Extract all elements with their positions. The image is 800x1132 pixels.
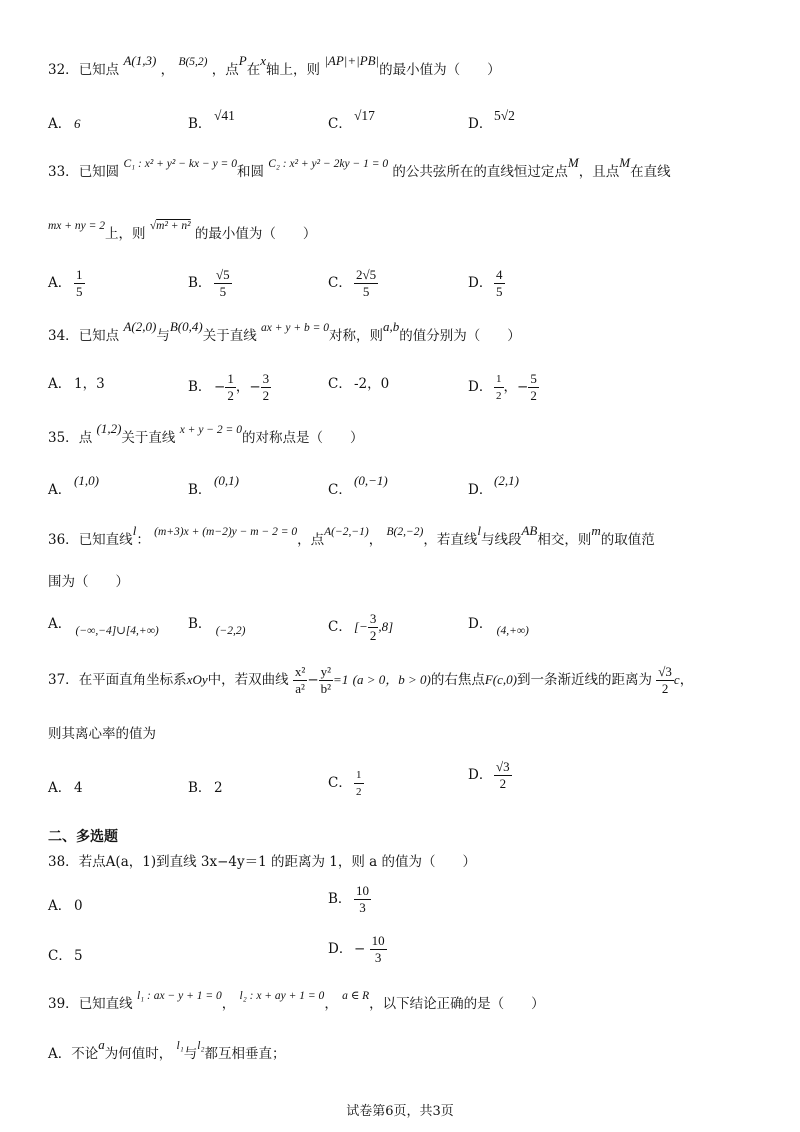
option-c[interactable]: C．(0,−1) [328,473,388,498]
question-number: 32． [48,62,79,78]
page-footer: 试卷第6页，共3页 [346,1104,454,1119]
question-34: 34．已知点 A(2,0)与B(0,4)关于直线 ax + y + b = 0对称，则a,b的值分别为（ ） [48,319,521,344]
option-b[interactable]: B． − $\frac{1}{2}$ ，− $\frac{3}{2}$ [188,371,270,403]
question-37-line2: 则其离心率的值为 [48,726,156,742]
options-38-row1 [48,884,760,924]
point-a: A(−2,−1) [324,526,369,538]
option-a[interactable]: A．(1,0) [48,473,99,498]
line-l2: l₂ : x + ay + 1 = 0 [239,990,325,1002]
question-number: 39． [48,996,79,1012]
question-number: 36． [48,532,79,548]
circle-c2: C₂ : x² + y² − 2ky − 1 = 0 [268,158,389,170]
option-c[interactable]: C． [− $\frac{3}{2}$ ,8] [328,611,394,643]
question-37: 37．在平面直角坐标系xOy中，若双曲线 $\frac{\text{x²}}{\text{a²}}$ − $\frac{\text{y²}}{\text{b²}}$ =1 (a > 0，b > 0)的右焦点F(c,0)到一条渐近线的距离为 $\frac{√3}{2}$ c， [48,664,694,696]
question-33-line2: mx + ny = 2上，则 √m² + n² 的最小值为（ ） [48,220,317,242]
options-38-row2 [48,934,760,974]
option-d[interactable]: D．5√2 [468,108,515,132]
question-33: 33．已知圆 C₁ : x² + y² − kx − y = 0和圆 C₂ : x² + y² − 2ky − 1 = 0 的公共弦所在的直线恒过定点M，且点M在直线 [48,155,671,180]
option-39-a[interactable]: A．不论a为何值时， l₁与l₂都互相垂直； [48,1037,286,1062]
option-d[interactable]: D． $\frac{√3}{2}$ [468,759,510,791]
option-c[interactable]: C． $\frac{2√5}{5}$ [328,267,377,299]
options-35 [48,473,760,518]
option-a[interactable]: A． 1，3 [48,376,105,392]
option-d[interactable]: D．(2,1) [468,473,519,498]
option-a[interactable]: A． $\frac{1}{5}$ [48,267,83,299]
question-38: 38．若点A(a，1)到直线 3x−4y＝1 的距离为 1，则 a 的值为（ ） [48,854,477,870]
expression: |AP|+|PB| [324,53,380,68]
question-32: 32．已知点 A(1,3) ， B(5,2) ，点P在x轴上，则 |AP|+|PB|的最小值为（ ） [48,53,501,78]
point-b: B(0,4) [169,319,203,334]
fraction-x2-a2: $\frac{\text{x²}}{\text{a²}}$ [294,664,306,696]
option-a[interactable]: A． (−∞,−4]∪[4,+∞) [48,616,159,637]
option-d[interactable]: D． − $\frac{10}{3}$ [328,933,385,965]
focus-point: F(c,0) [484,672,517,687]
question-36: 36．已知直线l： (m+3)x + (m−2)y − m − 2 = 0，点A(−2,−1)， B(2,−2)，若直线l与线段AB相交，则m的取值范 [48,523,655,548]
options-37 [48,759,760,808]
options-34 [48,372,760,412]
option-a[interactable]: A． 4 [48,780,83,796]
fraction-y2-b2: $\frac{\text{y²}}{\text{b²}}$ [320,664,332,696]
option-a[interactable]: A． 6 [48,116,81,132]
option-a[interactable]: A． 0 [48,898,83,914]
option-b[interactable]: B．√41 [188,108,235,132]
option-c[interactable]: C． -2，0 [328,376,390,392]
options-36 [48,612,760,652]
line-l1: l₁ : ax − y + 1 = 0 [136,990,222,1002]
section-heading: 二、多选题 [48,829,118,845]
circle-c1: C₁ : x² + y² − kx − y = 0 [123,158,237,170]
question-number: 34． [48,328,79,344]
point: (1,2) [96,421,122,436]
option-c[interactable]: C． 5 [48,948,83,964]
question-39: 39．已知直线 l₁ : ax − y + 1 = 0， l₂ : x + ay + 1 = 0， a ∈ R，以下结论正确的是（ ） [48,990,545,1012]
option-c[interactable]: C．√17 [328,108,375,132]
question-number: 38． [48,854,79,870]
point-b: B(2,−2) [386,526,424,538]
line-equation: (m+3)x + (m−2)y − m − 2 = 0 [154,526,298,538]
option-b[interactable]: B． 2 [188,780,223,796]
option-d[interactable]: D． $\frac{1}{2}$ ，− $\frac{5}{2}$ [468,371,537,403]
point-b: B(5,2) [178,56,208,68]
options-33 [48,268,760,308]
question-number: 33． [48,164,79,180]
point-a: A(2,0) [123,319,157,334]
option-d[interactable]: D． $\frac{4}{5}$ [468,267,503,299]
question-number: 37． [48,672,79,688]
line-equation: mx + ny = 2 [48,220,106,232]
options-32 [48,108,760,152]
option-b[interactable]: B． (−2,2) [188,616,246,637]
option-c[interactable]: C． $\frac{1}{2}$ [328,769,362,798]
option-d[interactable]: D． (4,+∞) [468,616,529,637]
option-b[interactable]: B．(0,1) [188,473,239,498]
line-equation: ax + y + b = 0 [261,322,329,334]
line-equation: x + y − 2 = 0 [179,424,242,436]
point-a: A(1,3) [123,53,157,68]
option-b[interactable]: B． $\frac{10}{3}$ [328,883,369,915]
question-number: 35． [48,430,79,446]
question-35: 35．点 (1,2)关于直线 x + y − 2 = 0的对称点是（ ） [48,421,364,446]
question-36-line2: 围为（ ） [48,574,129,590]
option-b[interactable]: B． $\frac{√5}{5}$ [188,267,230,299]
